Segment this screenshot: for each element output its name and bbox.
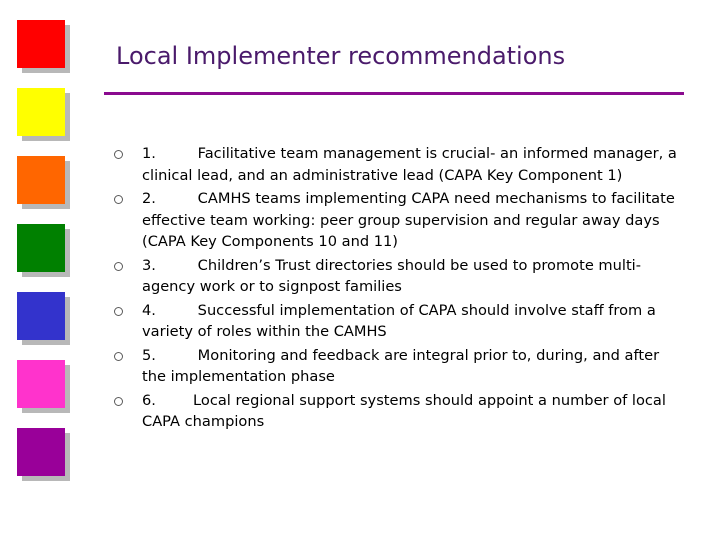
recommendation-text: 5. Monitoring and feedback are integral prior to, during, and after the implementation phase bbox=[142, 346, 664, 385]
list-item bbox=[114, 300, 684, 343]
recommendation-text: 1. Facilitative team management is crucial- an informed manager, a clinical lead, and an administrative lead (CAPA Key Component 1) bbox=[142, 145, 682, 184]
bullet-icon bbox=[114, 195, 123, 204]
swatch-yellow bbox=[17, 88, 65, 136]
bullet-icon bbox=[114, 150, 123, 159]
swatch-purple bbox=[17, 428, 65, 476]
swatch-blue bbox=[17, 292, 65, 340]
list-item bbox=[114, 345, 684, 388]
recommendation-text: 6. Local regional support systems should appoint a number of local CAPA champions bbox=[142, 391, 671, 430]
recommendation-text: 3. Children’s Trust directories should be used to promote multi-agency work or to signpost families bbox=[142, 256, 641, 295]
slide-title: Local Implementer recommendations bbox=[116, 42, 566, 70]
recommendation-text: 4. Successful implementation of CAPA should involve staff from a variety of roles within the CAMHS bbox=[142, 301, 661, 340]
swatch-green bbox=[17, 224, 65, 272]
bullet-icon bbox=[114, 397, 123, 406]
bullet-icon bbox=[114, 352, 123, 361]
bullet-icon bbox=[114, 262, 123, 271]
list-item bbox=[114, 255, 684, 298]
recommendation-text: 2. CAMHS teams implementing CAPA need mechanisms to facilitate effective team working: peer group supervision and regular away days (CAPA Key Components 10 and 11) bbox=[142, 190, 680, 250]
list-item bbox=[114, 390, 684, 433]
swatch-red bbox=[17, 20, 65, 68]
swatch-pink bbox=[17, 360, 65, 408]
bullet-icon bbox=[114, 307, 123, 316]
list-item bbox=[114, 188, 684, 253]
swatch-orange bbox=[17, 156, 65, 204]
title-underline bbox=[104, 92, 684, 95]
list-item bbox=[114, 143, 684, 186]
recommendation-list bbox=[114, 143, 684, 435]
